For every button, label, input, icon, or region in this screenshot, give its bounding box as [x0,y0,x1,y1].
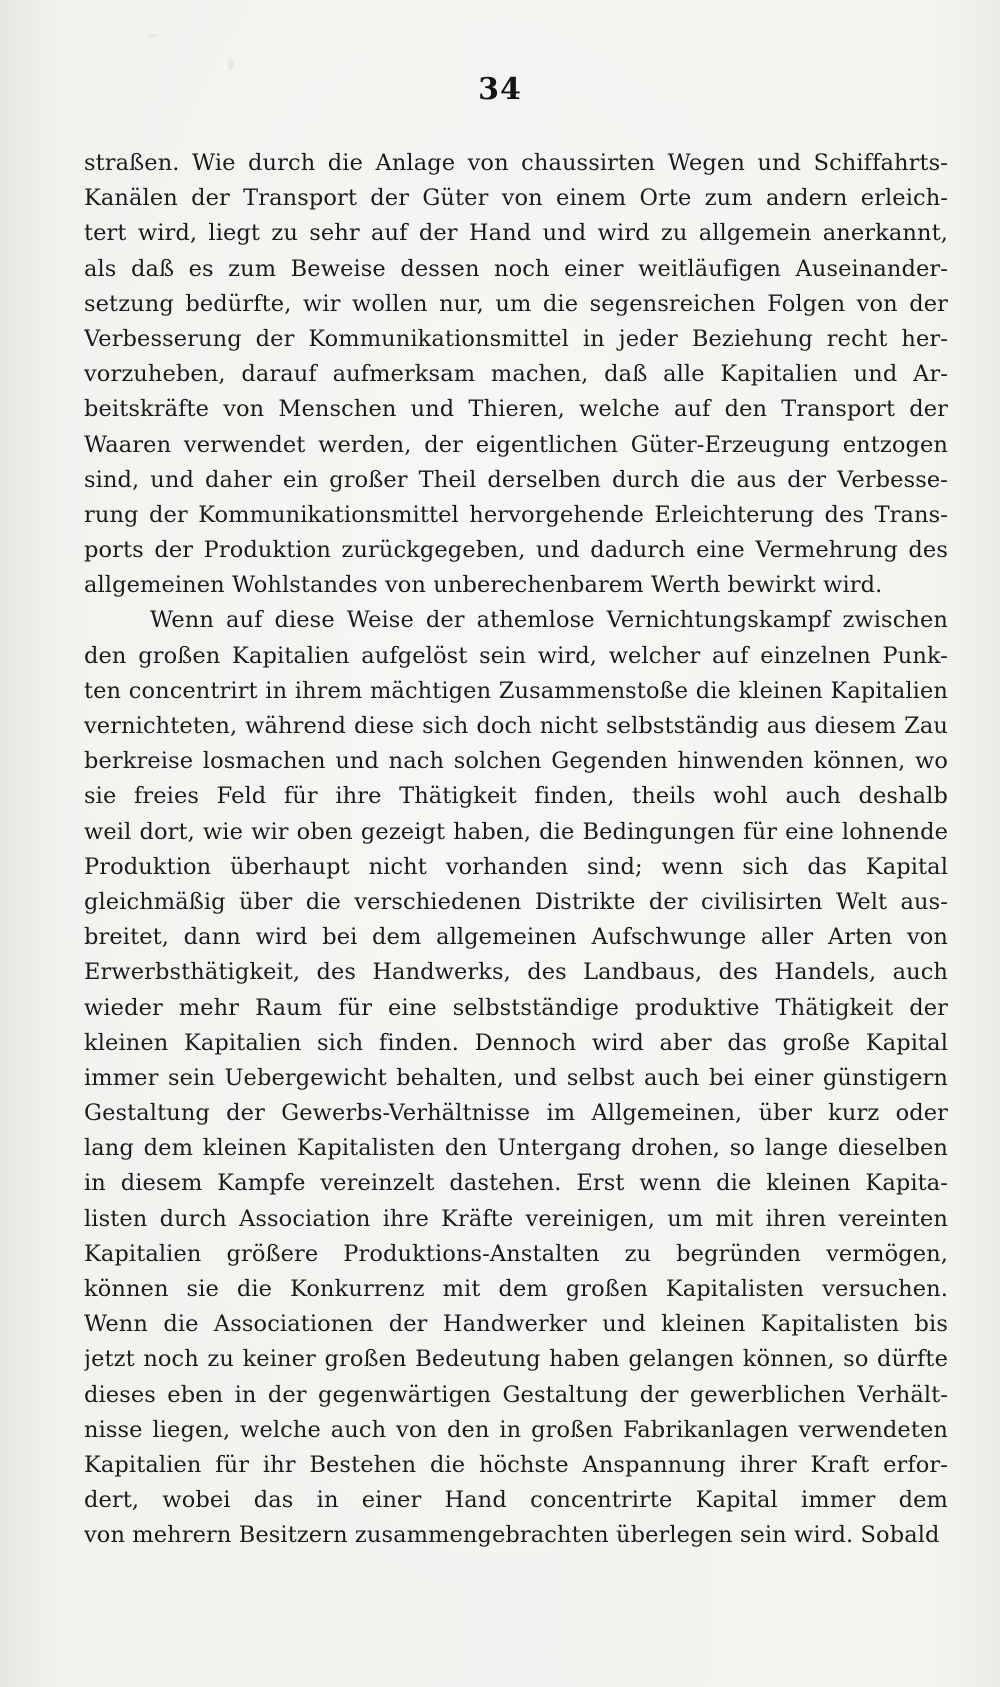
text-line: weil dort, wie wir oben gezeigt haben, die Bedingungen für eine lohnende [84,818,948,845]
text-line: sie freies Feld für ihre Thätigkeit finden, theils wohl auch deshalb [84,783,948,810]
text-line: den großen Kapitalien aufgelöst sein wird, welcher auf einzelnen Punk- [84,642,948,669]
text-line: straßen. Wie durch die Anlage von chaussirten Wegen und Schiffahrts- [84,150,948,176]
text-line: nisse liegen, welche auch von den in großen Fabrikanlagen verwendeten [84,1416,948,1443]
text-line: Erwerbsthätigkeit, des Handwerks, des Landbaus, des Handels, auch [84,959,948,986]
text-line: lang dem kleinen Kapitalisten den Untergang drohen, so lange dieselben [84,1135,948,1162]
text-line: Kapitalien größere Produktions-Anstalten zu begründen vermögen, [84,1240,948,1267]
text-line: jetzt noch zu keiner großen Bedeutung haben gelangen können, so dürfte [84,1346,948,1373]
text-line: tert wird, liegt zu sehr auf der Hand und wird zu allgemein anerkannt, [84,220,948,247]
text-line: Wenn die Associationen der Handwerker und kleinen Kapitalisten bis [84,1311,948,1338]
body-text [84,146,948,1554]
text-line: Produktion überhaupt nicht vorhanden sind; wenn sich das Kapital [84,853,948,880]
text-line: wieder mehr Raum für eine selbstständige produktive Thätigkeit der [84,994,948,1021]
text-line: setzung bedürfte, wir wollen nur, um die segensreichen Folgen von der [84,290,948,317]
paragraph [84,146,948,603]
text-line: dert, wobei das in einer Hand concentrirte Kapital immer dem [84,1487,948,1514]
paragraph [84,603,948,1553]
text-line: Kapitalien für ihr Bestehen die höchste Anspannung ihrer Kraft erfor- [84,1451,948,1478]
paper-stain [228,60,234,70]
text-line: breitet, dann wird bei dem allgemeinen Aufschwunge aller Arten von [84,924,948,951]
text-line: rung der Kommunikationsmittel hervorgehende Erleichterung des Trans- [84,501,948,528]
text-line: können sie die Konkurrenz mit dem großen Kapitalisten versuchen. [84,1276,948,1302]
text-line: Kanälen der Transport der Güter von einem Orte zum andern erleich- [84,185,948,212]
text-line: vorzuheben, darauf aufmerksam machen, daß alle Kapitalien und Ar- [84,361,948,388]
text-line: berkreise losmachen und nach solchen Gegenden hinwenden können, wo [84,748,948,775]
text-line: allgemeinen Wohlstandes von unberechenbarem Werth bewirkt wird. [84,572,883,599]
text-line: Gestaltung der Gewerbs-Verhältnisse im Allgemeinen, über kurz oder [84,1100,948,1127]
page-number: 34 [478,72,522,107]
text-line: als daß es zum Beweise dessen noch einer weitläufigen Auseinander- [84,255,948,282]
text-line: ports der Produktion zurückgegeben, und dadurch eine Vermehrung des [84,537,948,564]
text-line: dieses eben in der gegenwärtigen Gestaltung der gewerblichen Verhält- [84,1381,948,1408]
text-line: Verbesserung der Kommunikationsmittel in jeder Beziehung recht her- [84,325,948,352]
text-line: beitskräfte von Menschen und Thieren, welche auf den Transport der [84,396,948,423]
text-line: gleichmäßig über die verschiedenen Distrikte der civilisirten Welt aus- [84,888,948,915]
text-line: Wenn auf diese Weise der athemlose Vernichtungskampf zwischen [150,607,948,634]
paper-stain [148,34,158,37]
text-line: von mehrern Besitzern zusammengebrachten überlegen sein wird. Sobald [84,1522,940,1549]
text-line: kleinen Kapitalien sich finden. Dennoch wird aber das große Kapital [84,1029,948,1056]
text-line: listen durch Association ihre Kräfte vereinigen, um mit ihren vereinten [84,1205,948,1232]
text-line: immer sein Uebergewicht behalten, und selbst auch bei einer günstigern [84,1064,948,1091]
text-line: Waaren verwendet werden, der eigentlichen Güter-Erzeugung entzogen [84,431,948,458]
text-line: in diesem Kampfe vereinzelt dastehen. Erst wenn die kleinen Kapita- [84,1170,948,1197]
text-line: ten concentrirt in ihrem mächtigen Zusammenstoße die kleinen Kapitalien [84,677,948,704]
text-line: sind, und daher ein großer Theil derselben durch die aus der Verbesse- [84,466,948,493]
text-line: vernichteten, während diese sich doch nicht selbstständig aus diesem Zau [84,713,948,739]
